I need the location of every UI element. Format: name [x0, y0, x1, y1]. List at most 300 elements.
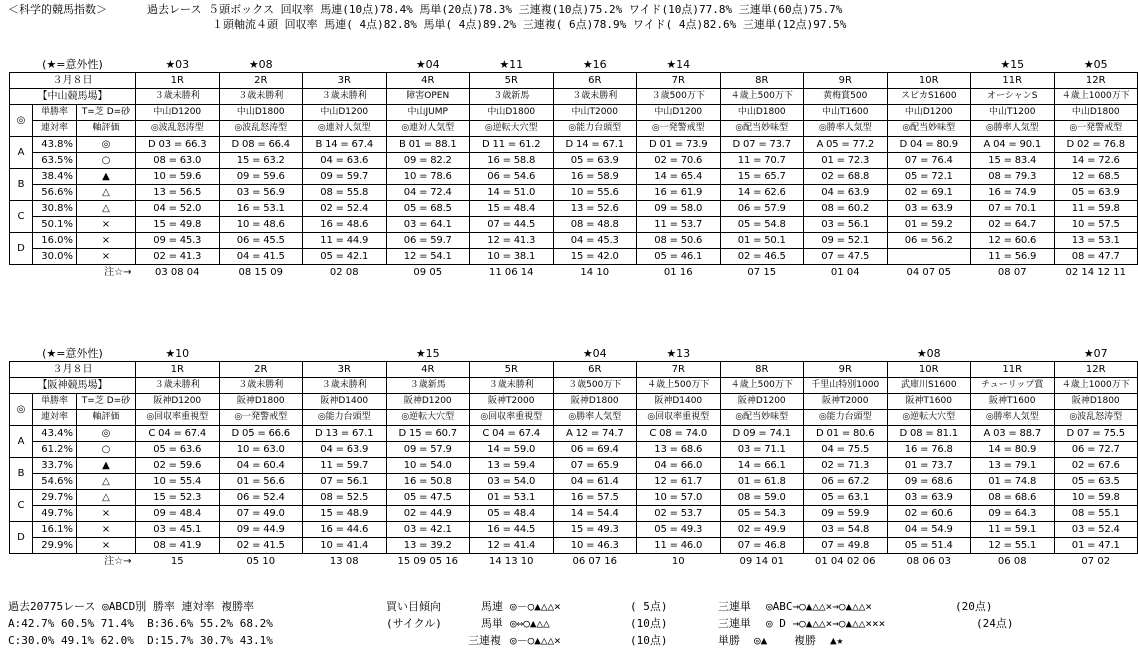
horse-index: 06 = 57.9 [720, 201, 804, 217]
horse-index: 12 = 54.1 [386, 249, 470, 265]
surprise-star: ★04 [582, 347, 607, 360]
race-number: 11R [971, 73, 1055, 89]
race-name: スピカS1600 [887, 89, 971, 105]
surprise-star [804, 346, 888, 362]
rank-rate: 29.7% [33, 490, 77, 506]
horse-index: 11 = 56.9 [971, 249, 1055, 265]
horse-index: 13 = 52.6 [553, 201, 637, 217]
rank-row [10, 458, 1138, 474]
surprise-star [720, 57, 804, 73]
horse-index: 16 = 53.1 [219, 201, 303, 217]
horse-index: 05 = 68.5 [386, 201, 470, 217]
horse-index: 08 = 68.6 [971, 490, 1055, 506]
surprise-star [303, 57, 387, 73]
horse-index: D 04 = 80.9 [887, 137, 971, 153]
race-name: ３歳未勝利 [303, 378, 387, 394]
horse-index: 01 = 72.3 [804, 153, 888, 169]
star-row [10, 57, 1138, 73]
axis-mark: × [77, 522, 136, 538]
note-horses: 08 06 03 [906, 556, 952, 567]
horse-index: 02 = 41.5 [219, 538, 303, 554]
horse-index: D 08 = 66.4 [219, 137, 303, 153]
race-number: 3R [303, 362, 387, 378]
surprise-star [720, 346, 804, 362]
horse-index: 07 = 46.8 [720, 538, 804, 554]
race-type: ◎逆転大穴型 [887, 410, 971, 426]
horse-index: 05 = 51.4 [887, 538, 971, 554]
horse-index: 01 = 47.1 [1054, 538, 1138, 554]
horse-index: 04 = 63.9 [804, 185, 888, 201]
horse-index: D 15 = 60.7 [386, 426, 470, 442]
horse-index: 05 = 63.9 [1054, 185, 1138, 201]
sanrentan1-points: (20点) [955, 600, 993, 613]
horse-index: 09 = 59.6 [219, 169, 303, 185]
race-course: 中山D1200 [303, 105, 387, 121]
note-label: 注☆→ [104, 267, 132, 278]
horse-index: 11 = 44.9 [303, 233, 387, 249]
stats-cd: C:30.0% 49.1% 62.0% D:15.7% 30.7% 43.1% [8, 634, 273, 647]
horse-index: 08 = 55.8 [303, 185, 387, 201]
race-number: 12R [1054, 362, 1138, 378]
axis-mark: × [77, 217, 136, 233]
horse-index: 13 = 68.6 [637, 442, 721, 458]
horse-index: 16 = 58.8 [470, 153, 554, 169]
horse-index: 10 = 59.8 [1054, 490, 1138, 506]
umaren-label: 馬連 [481, 600, 503, 613]
horse-index: 09 = 64.3 [971, 506, 1055, 522]
buy-trend-title: 買い目傾向 [386, 600, 441, 613]
race-type: ◎勝率人気型 [971, 121, 1055, 137]
race-number: 4R [386, 73, 470, 89]
race-course: 中山T1200 [971, 105, 1055, 121]
rank-group-label: B [10, 169, 33, 201]
horse-index: 14 = 62.6 [720, 185, 804, 201]
race-name: 黄梅賞500 [804, 89, 888, 105]
axis-mark: △ [77, 201, 136, 217]
race-number-row [10, 73, 1138, 89]
course-row [10, 394, 1138, 410]
horse-index: 08 = 63.0 [136, 153, 220, 169]
horse-index: D 07 = 75.5 [1054, 426, 1138, 442]
horse-index: 13 = 53.1 [1054, 233, 1138, 249]
note-row [10, 265, 1138, 281]
axis-mark: △ [77, 185, 136, 201]
surprise-star [887, 57, 971, 73]
note-horses: 15 [170, 556, 184, 567]
horse-index: 11 = 59.1 [971, 522, 1055, 538]
race-number: 9R [804, 73, 888, 89]
surprise-star [804, 57, 888, 73]
race-type: ◎回収率重視型 [136, 410, 220, 426]
note-horses: 01 04 02 06 [815, 556, 876, 567]
horse-index: 05 = 49.3 [637, 522, 721, 538]
horse-index: 04 = 45.3 [553, 233, 637, 249]
note-horses: 07 15 [747, 267, 777, 278]
stats-title: 過去20775レース ◎ABCD別 勝率 連対率 複勝率 [8, 600, 255, 613]
note-horses: 08 07 [997, 267, 1027, 278]
course-row [10, 105, 1138, 121]
horse-index: 08 = 48.8 [553, 217, 637, 233]
horse-index: 02 = 60.6 [887, 506, 971, 522]
venue-name: 【中山競馬場】 [10, 89, 136, 105]
sanrenpuku-points: (10点) [630, 634, 668, 647]
race-type: ◎回収率重視型 [637, 410, 721, 426]
horse-index: 02 = 59.6 [136, 458, 220, 474]
axis-mark: △ [77, 490, 136, 506]
surprise-star: ★15 [415, 347, 440, 360]
race-name: オーシャンS [971, 89, 1055, 105]
race-number: 7R [637, 362, 721, 378]
horse-index: 11 = 59.8 [1054, 201, 1138, 217]
track-type-legend: T=芝 D=砂 [77, 394, 136, 410]
horse-index: 02 = 41.3 [136, 249, 220, 265]
race-number: 1R [136, 73, 220, 89]
fukusho-marks: ▲★ [830, 634, 844, 647]
horse-index: C 08 = 74.0 [637, 426, 721, 442]
place-rate-header: 連対率 [33, 121, 77, 137]
rank-rate: 61.2% [33, 442, 77, 458]
race-number: 5R [470, 362, 554, 378]
race-course: 阪神D1200 [136, 394, 220, 410]
place-rate-header: 連対率 [33, 410, 77, 426]
race-course: 中山D1200 [887, 105, 971, 121]
race-type-row [10, 121, 1138, 137]
horse-index: 04 = 61.4 [553, 474, 637, 490]
horse-index: B 14 = 67.4 [303, 137, 387, 153]
horse-index: 05 = 54.3 [720, 506, 804, 522]
rank-row [10, 506, 1138, 522]
axis-mark: × [77, 506, 136, 522]
race-type: ◎連対人気型 [386, 121, 470, 137]
rank-rate: 16.1% [33, 522, 77, 538]
note-horses: 01 04 [830, 267, 860, 278]
horse-index: 09 = 68.6 [887, 474, 971, 490]
rank-rate: 30.0% [33, 249, 77, 265]
race-name: ３歳新馬 [470, 89, 554, 105]
horse-index: A 05 = 77.2 [804, 137, 888, 153]
race-type: ◎勝率人気型 [971, 410, 1055, 426]
horse-index: C 04 = 67.4 [470, 426, 554, 442]
note-horses: 11 06 14 [488, 267, 534, 278]
horse-index: 14 = 51.0 [470, 185, 554, 201]
horse-index: 08 = 41.9 [136, 538, 220, 554]
horse-index: 02 = 64.7 [971, 217, 1055, 233]
rank-rate: 30.8% [33, 201, 77, 217]
horse-index: 06 = 52.4 [219, 490, 303, 506]
rank-rate: 56.6% [33, 185, 77, 201]
horse-index: D 11 = 61.2 [470, 137, 554, 153]
recovery-rate-box: 過去レース ５頭ボックス 回収率 馬連(10点)78.4% 馬単(20点)78.3% 三連複(10点)75.2% ワイド(10点)77.8% 三連単(60点)75.7% [147, 3, 843, 16]
horse-index: 16 = 48.6 [303, 217, 387, 233]
race-course: 阪神D1800 [553, 394, 637, 410]
surprise-star: ★05 [1083, 58, 1108, 71]
horse-index: 04 = 66.0 [637, 458, 721, 474]
horse-index: 13 = 39.2 [386, 538, 470, 554]
rank-rate: 63.5% [33, 153, 77, 169]
horse-index: 11 = 70.7 [720, 153, 804, 169]
race-number: 10R [887, 362, 971, 378]
track-type-legend: T=芝 D=砂 [77, 105, 136, 121]
sanrentan1-marks: ◎ABC→○▲△△×→○▲△△× [766, 600, 872, 613]
race-number: 9R [804, 362, 888, 378]
race-course: 中山D1200 [637, 105, 721, 121]
race-date: ３月８日 [10, 73, 136, 89]
horse-index: 15 = 65.7 [720, 169, 804, 185]
horse-index: 14 = 72.6 [1054, 153, 1138, 169]
note-label: 注☆→ [104, 556, 132, 567]
race-course: 中山D1800 [470, 105, 554, 121]
horse-index: 01 = 61.8 [720, 474, 804, 490]
rank-rate: 43.4% [33, 426, 77, 442]
rank-row [10, 233, 1138, 249]
race-type: ◎波乱怒涛型 [136, 121, 220, 137]
note-horses: 09 05 [413, 267, 443, 278]
horse-index: 10 = 59.6 [136, 169, 220, 185]
horse-index: 14 = 65.4 [637, 169, 721, 185]
horse-index: A 03 = 88.7 [971, 426, 1055, 442]
axis-mark: ▲ [77, 458, 136, 474]
nakayama-race-table [9, 57, 1138, 280]
sanrentan2-label: 三連単 [718, 617, 751, 630]
horse-index: 14 = 80.9 [971, 442, 1055, 458]
horse-index: 06 = 54.6 [470, 169, 554, 185]
horse-index: 03 = 64.1 [386, 217, 470, 233]
surprise-star: ★14 [666, 58, 691, 71]
horse-index: D 14 = 67.1 [553, 137, 637, 153]
horse-index: 12 = 55.1 [971, 538, 1055, 554]
axis-mark: ○ [77, 442, 136, 458]
rank-rate: 38.4% [33, 169, 77, 185]
horse-index: 16 = 44.6 [303, 522, 387, 538]
star-row [10, 346, 1138, 362]
race-course: 阪神D1200 [386, 394, 470, 410]
surprise-star [470, 346, 554, 362]
note-horses: 13 08 [329, 556, 359, 567]
horse-index: 12 = 61.7 [637, 474, 721, 490]
race-course: 中山T1600 [804, 105, 888, 121]
race-course: 中山JUMP [386, 105, 470, 121]
race-number: 8R [720, 73, 804, 89]
horse-index: D 05 = 66.6 [219, 426, 303, 442]
rank-row [10, 538, 1138, 554]
race-course: 阪神T2000 [470, 394, 554, 410]
race-date: ３月８日 [10, 362, 136, 378]
horse-index: 03 = 56.1 [804, 217, 888, 233]
horse-index: 13 = 79.1 [971, 458, 1055, 474]
note-horses: 10 [671, 556, 685, 567]
rank-rate: 33.7% [33, 458, 77, 474]
horse-index: 10 = 57.0 [637, 490, 721, 506]
horse-index: 06 = 45.5 [219, 233, 303, 249]
horse-index: 06 = 69.4 [553, 442, 637, 458]
axis-mark: ▲ [77, 169, 136, 185]
horse-index: 15 = 83.4 [971, 153, 1055, 169]
horse-index: 02 = 67.6 [1054, 458, 1138, 474]
umaren-marks: ◎－○▲△△× [510, 600, 561, 613]
race-type: ◎波乱怒涛型 [1054, 410, 1138, 426]
horse-index: 03 = 56.9 [219, 185, 303, 201]
horse-index: 09 = 57.9 [386, 442, 470, 458]
horse-index: 05 = 63.1 [804, 490, 888, 506]
horse-index: 06 = 72.7 [1054, 442, 1138, 458]
race-name: 障害OPEN [386, 89, 470, 105]
horse-index: 09 = 82.2 [386, 153, 470, 169]
axis-mark: ○ [77, 153, 136, 169]
horse-index: 07 = 49.0 [219, 506, 303, 522]
race-type: ◎能力台頭型 [804, 410, 888, 426]
horse-index: 01 = 59.2 [887, 217, 971, 233]
win-rate-header: 単勝率 [33, 105, 77, 121]
race-course: 中山D1800 [720, 105, 804, 121]
stats-ab: A:42.7% 60.5% 71.4% B:36.6% 55.2% 68.2% [8, 617, 273, 630]
horse-index: D 03 = 66.3 [136, 137, 220, 153]
race-number: 12R [1054, 73, 1138, 89]
race-type: ◎波乱怒涛型 [219, 121, 303, 137]
horse-index: 07 = 44.5 [470, 217, 554, 233]
horse-index: 05 = 63.9 [553, 153, 637, 169]
horse-index: 16 = 74.9 [971, 185, 1055, 201]
race-type: ◎配当妙味型 [720, 410, 804, 426]
horse-index: 02 = 44.9 [386, 506, 470, 522]
horse-index: B 01 = 88.1 [386, 137, 470, 153]
horse-index: 03 = 45.1 [136, 522, 220, 538]
race-name: ３歳500万下 [553, 378, 637, 394]
race-name: ３歳未勝利 [553, 89, 637, 105]
horse-index: 09 = 59.7 [303, 169, 387, 185]
horse-index: 01 = 56.6 [219, 474, 303, 490]
horse-index: 05 = 54.8 [720, 217, 804, 233]
horse-index: 10 = 57.5 [1054, 217, 1138, 233]
race-name: 千里山特別1000 [804, 378, 888, 394]
horse-index: 16 = 57.5 [553, 490, 637, 506]
axis-mark: ◎ [77, 137, 136, 153]
horse-index: 05 = 42.1 [303, 249, 387, 265]
race-number: 8R [720, 362, 804, 378]
axis-mark: △ [77, 474, 136, 490]
race-course: 阪神D1800 [219, 394, 303, 410]
race-number-row [10, 362, 1138, 378]
rank-row [10, 474, 1138, 490]
circle-mark: ◎ [10, 394, 33, 426]
note-horses: 09 14 01 [739, 556, 785, 567]
horse-index: 13 = 59.4 [470, 458, 554, 474]
race-course: 阪神D1400 [303, 394, 387, 410]
note-horses: 06 08 [997, 556, 1027, 567]
horse-index: 11 = 59.7 [303, 458, 387, 474]
buy-trend-cycle: (サイクル) [386, 617, 442, 630]
sanrenpuku-label: 三連複 [468, 634, 501, 647]
rank-row [10, 153, 1138, 169]
horse-index: 04 = 63.6 [303, 153, 387, 169]
horse-index: 07 = 47.5 [804, 249, 888, 265]
race-type: ◎一発警戒型 [1054, 121, 1138, 137]
horse-index: 11 = 46.0 [637, 538, 721, 554]
venue-name: 【阪神競馬場】 [10, 378, 136, 394]
horse-index: 01 = 50.1 [720, 233, 804, 249]
race-type: ◎勝率人気型 [804, 121, 888, 137]
rank-group-label: C [10, 201, 33, 233]
horse-index: 09 = 45.3 [136, 233, 220, 249]
horse-index: 15 = 49.8 [136, 217, 220, 233]
race-type: ◎一発警戒型 [219, 410, 303, 426]
surprise-star: ★16 [582, 58, 607, 71]
race-name: チューリップ賞 [971, 378, 1055, 394]
horse-index: 04 = 41.5 [219, 249, 303, 265]
horse-index: 10 = 48.6 [219, 217, 303, 233]
race-course: 阪神D1200 [720, 394, 804, 410]
horse-index: 08 = 79.3 [971, 169, 1055, 185]
horse-index: 15 = 63.2 [219, 153, 303, 169]
rank-row [10, 490, 1138, 506]
rank-rate: 49.7% [33, 506, 77, 522]
rank-row [10, 217, 1138, 233]
horse-index: 08 = 59.0 [720, 490, 804, 506]
axis-mark: × [77, 538, 136, 554]
surprise-star: ★07 [1083, 347, 1108, 360]
race-type: ◎一発警戒型 [637, 121, 721, 137]
rank-row [10, 426, 1138, 442]
horse-index: 08 = 52.5 [303, 490, 387, 506]
race-type: ◎勝率人気型 [553, 410, 637, 426]
rank-group-label: B [10, 458, 33, 490]
surprise-star: ★03 [165, 58, 190, 71]
horse-index: 03 = 42.1 [386, 522, 470, 538]
race-name: ３歳未勝利 [136, 89, 220, 105]
horse-index: 02 = 71.3 [804, 458, 888, 474]
race-name: ３歳新馬 [386, 378, 470, 394]
rank-group-label: A [10, 426, 33, 458]
horse-index: 09 = 59.9 [804, 506, 888, 522]
race-name: ３歳未勝利 [219, 378, 303, 394]
horse-index: 10 = 38.1 [470, 249, 554, 265]
rank-rate: 50.1% [33, 217, 77, 233]
horse-index: 12 = 68.5 [1054, 169, 1138, 185]
horse-index: 07 = 49.8 [804, 538, 888, 554]
horse-index: 16 = 58.9 [553, 169, 637, 185]
legend-caption: (★=意外性) [42, 58, 103, 71]
rank-row [10, 201, 1138, 217]
horse-index: 12 = 60.6 [971, 233, 1055, 249]
horse-index: 10 = 78.6 [386, 169, 470, 185]
horse-index: 09 = 58.0 [637, 201, 721, 217]
race-name: 武庫川S1600 [887, 378, 971, 394]
horse-index: 15 = 42.0 [553, 249, 637, 265]
note-horses: 04 07 05 [906, 267, 952, 278]
race-name: ３歳未勝利 [470, 378, 554, 394]
race-course: 中山D1800 [219, 105, 303, 121]
horse-index: 15 = 48.9 [303, 506, 387, 522]
horse-index: 10 = 54.0 [386, 458, 470, 474]
horse-index: 07 = 56.1 [303, 474, 387, 490]
race-course: 阪神D1400 [637, 394, 721, 410]
race-type: ◎配当妙味型 [887, 121, 971, 137]
note-row [10, 554, 1138, 570]
rank-row [10, 185, 1138, 201]
rank-group-label: A [10, 137, 33, 169]
surprise-star: ★13 [666, 347, 691, 360]
surprise-star: ★04 [415, 58, 440, 71]
horse-index: 04 = 72.4 [386, 185, 470, 201]
note-horses: 14 10 [580, 267, 610, 278]
horse-index: D 01 = 73.9 [637, 137, 721, 153]
race-number: 2R [219, 73, 303, 89]
race-course: 阪神D1800 [1054, 394, 1138, 410]
horse-index: 11 = 53.7 [637, 217, 721, 233]
race-number: 6R [553, 73, 637, 89]
horse-index: 03 = 54.8 [804, 522, 888, 538]
race-number: 5R [470, 73, 554, 89]
horse-index: 12 = 41.3 [470, 233, 554, 249]
